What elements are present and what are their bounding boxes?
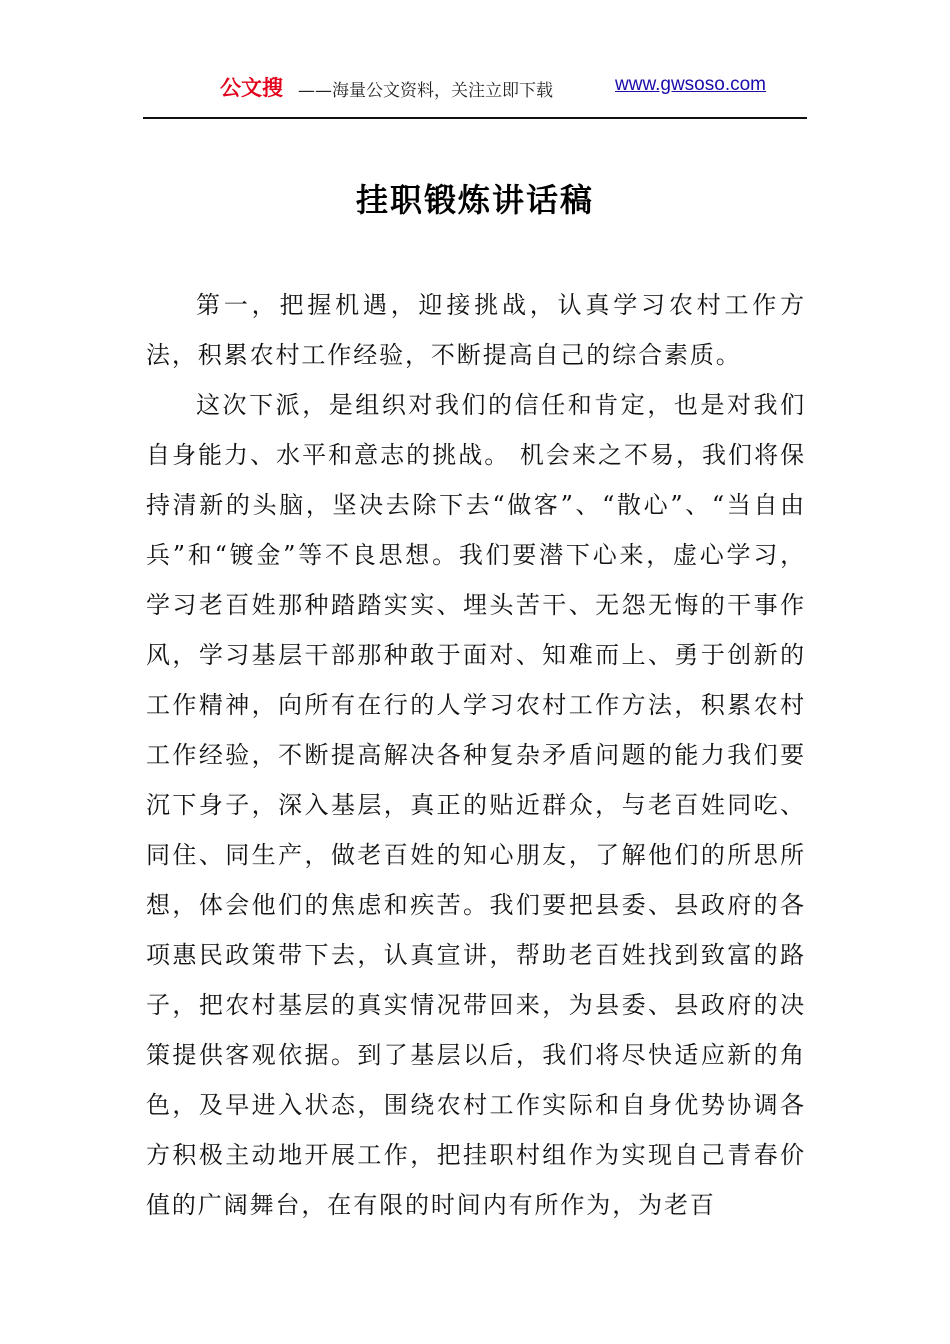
page-header xyxy=(143,68,807,108)
document-title: 挂职锻炼讲话稿 xyxy=(355,181,594,219)
header-tagline: ——海量公文资料，关注立即下载 xyxy=(298,81,553,101)
brand-logo-text: 公文搜 xyxy=(220,76,283,100)
document-body xyxy=(146,280,806,1230)
header-divider xyxy=(143,117,807,119)
site-link[interactable]: www.gwsoso.com xyxy=(615,74,766,95)
paragraph-2: 这次下派，是组织对我们的信任和肯定，也是对我们自身能力、水平和意志的挑战。 机会来之不易，我们将保持清新的头脑，坚决去除下去“做客”、“散心”、“当自由兵”和“镀金”等不良思想。我们要潜下心来，虚心学习，学习老百姓那种踏踏实实、埋头苦干、无怨无悔的干事作风，学习基层干部那种敢于面对、知难而上、勇于创新的工作精神，向所有在行的人学习农村工作方法，积累农村工作经验，不断提高解决各种复杂矛盾问题的能力我们要沉下身子，深入基层，真正的贴近群众，与老百姓同吃、同住、同生产，做老百姓的知心朋友，了解他们的所思所想，体会他们的焦虑和疾苦。我们要把县委、县政府的各项惠民政策带下去，认真宣讲，帮助老百姓找到致富的路子，把农村基层的真实情况带回来，为县委、县政府的决策提供客观依据。到了基层以后，我们将尽快适应新的角色，及早进入状态，围绕农村工作实际和自身优势协调各方积极主动地开展工作，把挂职村组作为实现自己青春价值的广阔舞台，在有限的时间内有所作为，为老百 xyxy=(146,391,806,1219)
paragraph-1: 第一，把握机遇，迎接挑战，认真学习农村工作方法，积累农村工作经验，不断提高自己的综合素质。 xyxy=(146,291,806,369)
